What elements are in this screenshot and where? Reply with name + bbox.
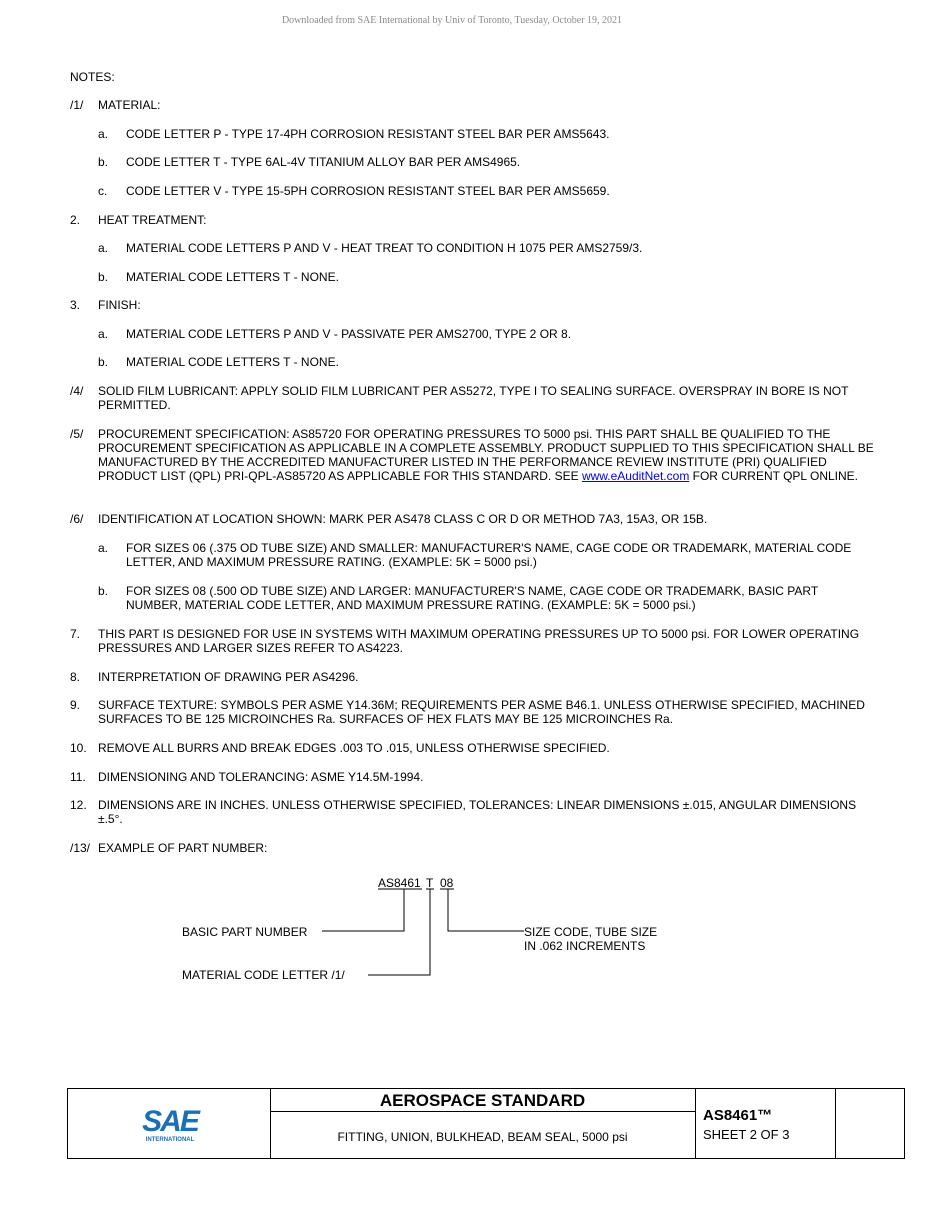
note-9	[70, 698, 882, 726]
note-text: SOLID FILM LUBRICANT: APPLY SOLID FILM LUBRICANT PER AS5272, TYPE I TO SEALING SURFACE. OVERSPRAY IN BORE IS NOT PERMITTED.	[98, 384, 849, 412]
note-2	[70, 213, 882, 227]
note-number: 10.	[70, 741, 87, 755]
subnote-text: MATERIAL CODE LETTERS P AND V - PASSIVATE PER AMS2700, TYPE 2 OR 8.	[126, 327, 572, 341]
note-text: MATERIAL:	[98, 98, 161, 112]
note-text-part: PROCUREMENT SPECIFICATION: AS85720 FOR OPERATING PRESSURES TO 5000 psi. THIS PART SHALL BE QUALIFIED TO THE PROCUREMENT SPECIFICATION AS APPLICABLE IN A COMPLETE ASSEMBLY. PRODUCT SUPPLIED TO THIS SPECIFICATION SHALL BE MANUFACTURED BY THE ACCREDITED MANUFACTURER LISTED IN THE PERFORMANCE REVIEW INSTITUTE (PRI) QUALIFIED PRODUCT LIST (QPL) PRI-QPL-AS85720 AS APPLICABLE FOR THIS STANDARD. SEE	[98, 427, 874, 483]
note-number: /5/	[70, 427, 84, 441]
standard-number: AS8461™	[703, 1107, 773, 1124]
size-code: 08	[440, 876, 454, 890]
sae-international-logo	[138, 1103, 202, 1145]
note-5	[70, 427, 882, 483]
note-number: 8.	[70, 670, 81, 684]
subnote-text: CODE LETTER P - TYPE 17-4PH CORROSION RESISTANT STEEL BAR PER AMS5643.	[126, 127, 610, 141]
subnote-letter: b.	[98, 355, 109, 369]
subnote-letter: b.	[98, 270, 109, 284]
part-description: FITTING, UNION, BULKHEAD, BEAM SEAL, 5000 psi	[337, 1130, 628, 1144]
note-text: REMOVE ALL BURRS AND BREAK EDGES .003 TO .015, UNLESS OTHERWISE SPECIFIED.	[98, 741, 610, 755]
note-3a	[98, 327, 858, 341]
note-3b	[98, 355, 858, 369]
note-8	[70, 670, 882, 684]
blank-cell	[835, 1089, 904, 1158]
note-1b	[98, 155, 858, 169]
note-13	[70, 841, 882, 855]
subnote-letter: a.	[98, 241, 109, 255]
note-text: INTERPRETATION OF DRAWING PER AS4296.	[98, 670, 359, 684]
sae-logo-text: SAE	[142, 1105, 198, 1138]
note-10	[70, 741, 882, 755]
note-1	[70, 98, 882, 112]
subnote-letter: b.	[98, 584, 109, 598]
subnote-letter: c.	[98, 184, 108, 198]
subnote-text: MATERIAL CODE LETTERS T - NONE.	[126, 270, 339, 284]
note-2b	[98, 270, 858, 284]
note-text: THIS PART IS DESIGNED FOR USE IN SYSTEMS WITH MAXIMUM OPERATING PRESSURES UP TO 5000 psi. FOR LOWER OPERATING PRESSURES AND LARGER SIZES REFER TO AS4223.	[98, 627, 860, 655]
subnote-text: CODE LETTER T - TYPE 6AL-4V TITANIUM ALLOY BAR PER AMS4965.	[126, 155, 521, 169]
basic-leader-line	[322, 889, 404, 931]
note-12	[70, 798, 882, 826]
note-text-part: FOR CURRENT QPL ONLINE.	[689, 469, 859, 483]
subnote-text: MATERIAL CODE LETTERS T - NONE.	[126, 355, 339, 369]
note-text: FINISH:	[98, 298, 141, 312]
note-text: IDENTIFICATION AT LOCATION SHOWN: MARK PER AS478 CLASS C OR D OR METHOD 7A3, 15A3, OR 15B.	[98, 512, 708, 526]
material-code-label: MATERIAL CODE LETTER /1/	[182, 968, 345, 982]
note-text: HEAT TREATMENT:	[98, 213, 207, 227]
size-leader-line	[448, 889, 524, 931]
subnote-letter: a.	[98, 327, 109, 341]
note-number: /6/	[70, 512, 84, 526]
note-number: 3.	[70, 298, 81, 312]
title-block	[67, 1088, 905, 1159]
subnote-text: CODE LETTER V - TYPE 15-5PH CORROSION RESISTANT STEEL BAR PER AMS5659.	[126, 184, 610, 198]
note-1a	[98, 127, 858, 141]
subnote-text: FOR SIZES 06 (.375 OD TUBE SIZE) AND SMALLER: MANUFACTURER'S NAME, CAGE CODE OR TRADEMARK, MATERIAL CODE LETTER, AND MAXIMUM PRESSURE RATING. (EXAMPLE: 5K = 5000 psi.)	[126, 541, 852, 569]
note-6a	[98, 541, 858, 569]
note-3	[70, 298, 882, 312]
note-6	[70, 512, 882, 526]
notes-title: NOTES:	[70, 70, 115, 84]
size-code-label-1: SIZE CODE, TUBE SIZE	[524, 925, 658, 939]
note-text: DIMENSIONING AND TOLERANCING: ASME Y14.5M-1994.	[98, 770, 424, 784]
subnote-letter: a.	[98, 127, 109, 141]
download-watermark: Downloaded from SAE International by Univ of Toronto, Tuesday, October 19, 2021	[281, 15, 623, 26]
note-number: /13/	[70, 841, 91, 855]
note-number: /4/	[70, 384, 84, 398]
size-code-label-2: IN .062 INCREMENTS	[524, 939, 646, 953]
standard-number-cell	[695, 1089, 836, 1158]
note-11	[70, 770, 882, 784]
note-number: 2.	[70, 213, 81, 227]
logo-cell	[68, 1089, 271, 1158]
eauditnet-link[interactable]: www.eAuditNet.com	[581, 469, 690, 483]
note-1c	[98, 184, 858, 198]
note-number: 11.	[70, 770, 86, 784]
note-4	[70, 384, 882, 412]
subnote-text: FOR SIZES 08 (.500 OD TUBE SIZE) AND LARGER: MANUFACTURER'S NAME, CAGE CODE OR TRADEMARK, BASIC PART NUMBER, MATERIAL CODE LETTER, AND MAXIMUM PRESSURE RATING. (EXAMPLE: 5K = 5000 psi.)	[126, 584, 818, 612]
material-code: T	[426, 876, 434, 890]
basic-part-label: BASIC PART NUMBER	[182, 925, 308, 939]
note-2a	[98, 241, 858, 255]
note-number: /1/	[70, 98, 84, 112]
note-6b	[98, 584, 858, 612]
standard-heading: AEROSPACE STANDARD	[270, 1089, 695, 1112]
material-leader-line	[368, 889, 430, 975]
basic-part-code: AS8461	[378, 876, 421, 890]
note-number: 9.	[70, 698, 81, 712]
note-7	[70, 627, 882, 655]
subnote-letter: a.	[98, 541, 109, 555]
note-text: EXAMPLE OF PART NUMBER:	[98, 841, 268, 855]
subnote-text: MATERIAL CODE LETTERS P AND V - HEAT TREAT TO CONDITION H 1075 PER AMS2759/3.	[126, 241, 643, 255]
sheet-number: SHEET 2 OF 3	[703, 1127, 790, 1142]
note-text: SURFACE TEXTURE: SYMBOLS PER ASME Y14.36M; REQUIREMENTS PER ASME B46.1. UNLESS OTHERWISE SPECIFIED, MACHINED SURFACES TO BE 125 MICROINCHES Ra. SURFACES OF HEX FLATS MAY BE 125 MICROINCHES Ra.	[98, 698, 865, 726]
title-cell	[270, 1089, 696, 1158]
sae-logo-subtext: INTERNATIONAL	[145, 1137, 195, 1143]
note-number: 7.	[70, 627, 81, 641]
note-text: DIMENSIONS ARE IN INCHES. UNLESS OTHERWISE SPECIFIED, TOLERANCES: LINEAR DIMENSIONS ±.015, ANGULAR DIMENSIONS ±.5°.	[98, 798, 857, 826]
note-text	[98, 427, 882, 483]
note-number: 12.	[70, 798, 87, 812]
subnote-letter: b.	[98, 155, 109, 169]
